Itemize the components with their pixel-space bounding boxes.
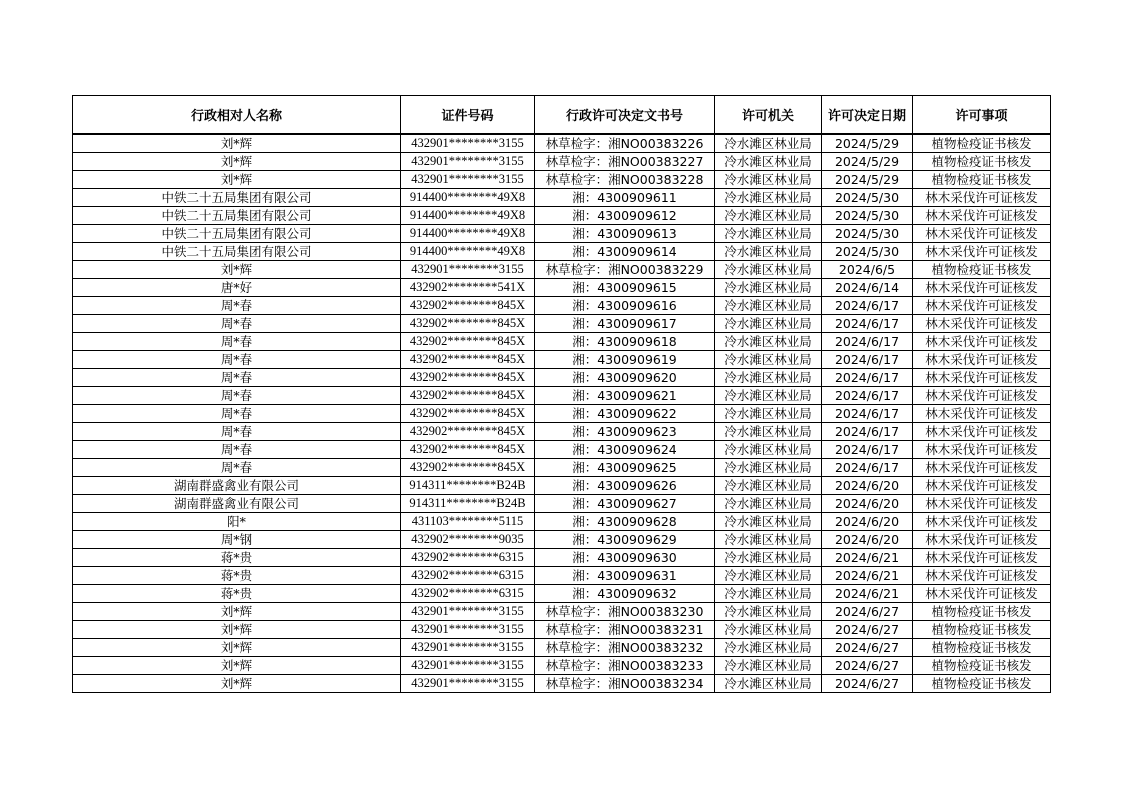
decision-date-cell: 2024/6/20 bbox=[822, 531, 913, 549]
decision-date-cell: 2024/6/17 bbox=[822, 351, 913, 369]
decision-doc-cell: 湘：4300909614 bbox=[535, 243, 715, 261]
table-row bbox=[73, 333, 1051, 351]
decision-doc-cell: 湘：4300909625 bbox=[535, 459, 715, 477]
id-number-cell: 431103********5115 bbox=[401, 513, 535, 531]
decision-doc-cell: 湘：4300909630 bbox=[535, 549, 715, 567]
id-number-cell: 432901********3155 bbox=[401, 153, 535, 171]
permit-item-cell: 林木采伐许可证核发 bbox=[913, 549, 1051, 567]
permit-item-cell: 林木采伐许可证核发 bbox=[913, 279, 1051, 297]
authority-cell: 冷水滩区林业局 bbox=[715, 387, 822, 405]
authority-cell: 冷水滩区林业局 bbox=[715, 513, 822, 531]
party-name-cell: 周*春 bbox=[73, 405, 401, 423]
table-row bbox=[73, 567, 1051, 585]
table-row bbox=[73, 225, 1051, 243]
authority-cell: 冷水滩区林业局 bbox=[715, 531, 822, 549]
authority-cell: 冷水滩区林业局 bbox=[715, 333, 822, 351]
id-number-cell: 432901********3155 bbox=[401, 171, 535, 189]
decision-date-cell: 2024/5/30 bbox=[822, 225, 913, 243]
authority-cell: 冷水滩区林业局 bbox=[715, 603, 822, 621]
authority-cell: 冷水滩区林业局 bbox=[715, 207, 822, 225]
party-name-cell: 刘*辉 bbox=[73, 675, 401, 693]
id-number-cell: 432902********845X bbox=[401, 405, 535, 423]
permit-item-cell: 植物检疫证书核发 bbox=[913, 675, 1051, 693]
decision-doc-cell: 林草检字：湘NO00383229 bbox=[535, 261, 715, 279]
party-name-cell: 周*春 bbox=[73, 387, 401, 405]
permit-item-cell: 林木采伐许可证核发 bbox=[913, 315, 1051, 333]
decision-doc-cell: 湘：4300909622 bbox=[535, 405, 715, 423]
table-row bbox=[73, 639, 1051, 657]
table-row bbox=[73, 405, 1051, 423]
decision-date-cell: 2024/6/5 bbox=[822, 261, 913, 279]
id-number-cell: 432902********6315 bbox=[401, 585, 535, 603]
table-row bbox=[73, 315, 1051, 333]
id-number-cell: 914400********49X8 bbox=[401, 243, 535, 261]
decision-doc-cell: 湘：4300909632 bbox=[535, 585, 715, 603]
party-name-cell: 刘*辉 bbox=[73, 261, 401, 279]
decision-date-cell: 2024/6/27 bbox=[822, 639, 913, 657]
decision-date-cell: 2024/6/17 bbox=[822, 423, 913, 441]
permit-item-cell: 林木采伐许可证核发 bbox=[913, 297, 1051, 315]
decision-date-cell: 2024/6/17 bbox=[822, 405, 913, 423]
decision-doc-cell: 湘：4300909615 bbox=[535, 279, 715, 297]
id-number-cell: 432901********3155 bbox=[401, 675, 535, 693]
decision-doc-cell: 林草检字：湘NO00383233 bbox=[535, 657, 715, 675]
table-row bbox=[73, 261, 1051, 279]
authority-cell: 冷水滩区林业局 bbox=[715, 639, 822, 657]
id-number-cell: 914400********49X8 bbox=[401, 207, 535, 225]
party-name-cell: 阳* bbox=[73, 513, 401, 531]
party-name-cell: 周*春 bbox=[73, 315, 401, 333]
table-row bbox=[73, 675, 1051, 693]
decision-date-cell: 2024/6/14 bbox=[822, 279, 913, 297]
header-decision-doc-number: 行政许可决定文书号 bbox=[535, 96, 715, 135]
decision-date-cell: 2024/5/29 bbox=[822, 171, 913, 189]
id-number-cell: 432901********3155 bbox=[401, 639, 535, 657]
permit-item-cell: 林木采伐许可证核发 bbox=[913, 495, 1051, 513]
id-number-cell: 914400********49X8 bbox=[401, 189, 535, 207]
id-number-cell: 432902********845X bbox=[401, 423, 535, 441]
party-name-cell: 周*春 bbox=[73, 369, 401, 387]
decision-doc-cell: 林草检字：湘NO00383227 bbox=[535, 153, 715, 171]
authority-cell: 冷水滩区林业局 bbox=[715, 189, 822, 207]
permit-item-cell: 植物检疫证书核发 bbox=[913, 621, 1051, 639]
table-row bbox=[73, 621, 1051, 639]
id-number-cell: 432901********3155 bbox=[401, 621, 535, 639]
table-row bbox=[73, 657, 1051, 675]
authority-cell: 冷水滩区林业局 bbox=[715, 441, 822, 459]
table-row bbox=[73, 531, 1051, 549]
authority-cell: 冷水滩区林业局 bbox=[715, 585, 822, 603]
party-name-cell: 蒋*贵 bbox=[73, 567, 401, 585]
decision-doc-cell: 湘：4300909618 bbox=[535, 333, 715, 351]
decision-date-cell: 2024/6/27 bbox=[822, 657, 913, 675]
id-number-cell: 914400********49X8 bbox=[401, 225, 535, 243]
authority-cell: 冷水滩区林业局 bbox=[715, 369, 822, 387]
decision-date-cell: 2024/6/21 bbox=[822, 549, 913, 567]
authority-cell: 冷水滩区林业局 bbox=[715, 567, 822, 585]
party-name-cell: 蒋*贵 bbox=[73, 585, 401, 603]
table-row bbox=[73, 495, 1051, 513]
decision-doc-cell: 湘：4300909631 bbox=[535, 567, 715, 585]
decision-doc-cell: 湘：4300909616 bbox=[535, 297, 715, 315]
header-issuing-authority: 许可机关 bbox=[715, 96, 822, 135]
party-name-cell: 周*春 bbox=[73, 333, 401, 351]
id-number-cell: 432902********6315 bbox=[401, 549, 535, 567]
decision-doc-cell: 湘：4300909621 bbox=[535, 387, 715, 405]
permit-item-cell: 林木采伐许可证核发 bbox=[913, 423, 1051, 441]
decision-doc-cell: 湘：4300909617 bbox=[535, 315, 715, 333]
decision-date-cell: 2024/6/17 bbox=[822, 315, 913, 333]
id-number-cell: 432902********845X bbox=[401, 369, 535, 387]
table-row bbox=[73, 279, 1051, 297]
header-permit-item: 许可事项 bbox=[913, 96, 1051, 135]
table-row bbox=[73, 441, 1051, 459]
permit-item-cell: 林木采伐许可证核发 bbox=[913, 441, 1051, 459]
decision-date-cell: 2024/6/27 bbox=[822, 603, 913, 621]
decision-date-cell: 2024/5/30 bbox=[822, 189, 913, 207]
party-name-cell: 刘*辉 bbox=[73, 657, 401, 675]
header-id-number: 证件号码 bbox=[401, 96, 535, 135]
party-name-cell: 刘*辉 bbox=[73, 153, 401, 171]
permit-item-cell: 植物检疫证书核发 bbox=[913, 153, 1051, 171]
party-name-cell: 周*春 bbox=[73, 297, 401, 315]
id-number-cell: 432902********541X bbox=[401, 279, 535, 297]
permit-item-cell: 植物检疫证书核发 bbox=[913, 603, 1051, 621]
decision-doc-cell: 林草检字：湘NO00383234 bbox=[535, 675, 715, 693]
decision-doc-cell: 湘：4300909626 bbox=[535, 477, 715, 495]
decision-date-cell: 2024/6/17 bbox=[822, 459, 913, 477]
permit-item-cell: 林木采伐许可证核发 bbox=[913, 477, 1051, 495]
table-row bbox=[73, 477, 1051, 495]
table-row bbox=[73, 297, 1051, 315]
permit-item-cell: 林木采伐许可证核发 bbox=[913, 387, 1051, 405]
id-number-cell: 432902********845X bbox=[401, 297, 535, 315]
decision-date-cell: 2024/6/17 bbox=[822, 387, 913, 405]
id-number-cell: 432901********3155 bbox=[401, 657, 535, 675]
decision-date-cell: 2024/6/20 bbox=[822, 495, 913, 513]
authority-cell: 冷水滩区林业局 bbox=[715, 477, 822, 495]
party-name-cell: 刘*辉 bbox=[73, 134, 401, 153]
party-name-cell: 湖南群盛禽业有限公司 bbox=[73, 495, 401, 513]
authority-cell: 冷水滩区林业局 bbox=[715, 297, 822, 315]
id-number-cell: 914311********B24B bbox=[401, 477, 535, 495]
authority-cell: 冷水滩区林业局 bbox=[715, 495, 822, 513]
permit-item-cell: 林木采伐许可证核发 bbox=[913, 513, 1051, 531]
decision-date-cell: 2024/6/27 bbox=[822, 675, 913, 693]
authority-cell: 冷水滩区林业局 bbox=[715, 153, 822, 171]
permit-item-cell: 林木采伐许可证核发 bbox=[913, 531, 1051, 549]
decision-doc-cell: 湘：4300909623 bbox=[535, 423, 715, 441]
header-decision-date: 许可决定日期 bbox=[822, 96, 913, 135]
decision-doc-cell: 湘：4300909613 bbox=[535, 225, 715, 243]
decision-doc-cell: 湘：4300909611 bbox=[535, 189, 715, 207]
authority-cell: 冷水滩区林业局 bbox=[715, 423, 822, 441]
id-number-cell: 432901********3155 bbox=[401, 261, 535, 279]
table-row bbox=[73, 189, 1051, 207]
decision-date-cell: 2024/5/29 bbox=[822, 153, 913, 171]
table-row bbox=[73, 459, 1051, 477]
decision-date-cell: 2024/6/17 bbox=[822, 333, 913, 351]
table-row bbox=[73, 153, 1051, 171]
decision-date-cell: 2024/6/27 bbox=[822, 621, 913, 639]
header-party-name: 行政相对人名称 bbox=[73, 96, 401, 135]
table-row bbox=[73, 585, 1051, 603]
authority-cell: 冷水滩区林业局 bbox=[715, 405, 822, 423]
decision-doc-cell: 湘：4300909628 bbox=[535, 513, 715, 531]
decision-doc-cell: 林草检字：湘NO00383230 bbox=[535, 603, 715, 621]
table-row bbox=[73, 369, 1051, 387]
decision-date-cell: 2024/5/30 bbox=[822, 243, 913, 261]
party-name-cell: 中铁二十五局集团有限公司 bbox=[73, 243, 401, 261]
permit-item-cell: 植物检疫证书核发 bbox=[913, 261, 1051, 279]
decision-doc-cell: 湘：4300909627 bbox=[535, 495, 715, 513]
authority-cell: 冷水滩区林业局 bbox=[715, 225, 822, 243]
party-name-cell: 刘*辉 bbox=[73, 603, 401, 621]
permit-item-cell: 植物检疫证书核发 bbox=[913, 134, 1051, 153]
id-number-cell: 432902********845X bbox=[401, 387, 535, 405]
permit-table bbox=[72, 95, 1051, 693]
party-name-cell: 周*春 bbox=[73, 441, 401, 459]
permit-item-cell: 林木采伐许可证核发 bbox=[913, 243, 1051, 261]
table-row bbox=[73, 171, 1051, 189]
decision-date-cell: 2024/6/17 bbox=[822, 441, 913, 459]
decision-doc-cell: 林草检字：湘NO00383232 bbox=[535, 639, 715, 657]
decision-doc-cell: 林草检字：湘NO00383231 bbox=[535, 621, 715, 639]
permit-item-cell: 林木采伐许可证核发 bbox=[913, 351, 1051, 369]
permit-item-cell: 林木采伐许可证核发 bbox=[913, 585, 1051, 603]
authority-cell: 冷水滩区林业局 bbox=[715, 171, 822, 189]
decision-doc-cell: 林草检字：湘NO00383226 bbox=[535, 134, 715, 153]
id-number-cell: 432902********845X bbox=[401, 315, 535, 333]
permit-item-cell: 林木采伐许可证核发 bbox=[913, 225, 1051, 243]
decision-date-cell: 2024/6/21 bbox=[822, 567, 913, 585]
decision-date-cell: 2024/6/21 bbox=[822, 585, 913, 603]
authority-cell: 冷水滩区林业局 bbox=[715, 261, 822, 279]
authority-cell: 冷水滩区林业局 bbox=[715, 134, 822, 153]
header-row bbox=[73, 96, 1051, 135]
decision-date-cell: 2024/6/17 bbox=[822, 369, 913, 387]
authority-cell: 冷水滩区林业局 bbox=[715, 657, 822, 675]
table-row bbox=[73, 603, 1051, 621]
party-name-cell: 周*春 bbox=[73, 423, 401, 441]
table-row bbox=[73, 549, 1051, 567]
decision-date-cell: 2024/6/20 bbox=[822, 477, 913, 495]
authority-cell: 冷水滩区林业局 bbox=[715, 675, 822, 693]
decision-doc-cell: 湘：4300909619 bbox=[535, 351, 715, 369]
party-name-cell: 周*春 bbox=[73, 459, 401, 477]
authority-cell: 冷水滩区林业局 bbox=[715, 621, 822, 639]
permit-item-cell: 林木采伐许可证核发 bbox=[913, 189, 1051, 207]
permit-item-cell: 植物检疫证书核发 bbox=[913, 657, 1051, 675]
party-name-cell: 周*钢 bbox=[73, 531, 401, 549]
party-name-cell: 中铁二十五局集团有限公司 bbox=[73, 207, 401, 225]
id-number-cell: 432901********3155 bbox=[401, 603, 535, 621]
party-name-cell: 中铁二十五局集团有限公司 bbox=[73, 225, 401, 243]
decision-doc-cell: 湘：4300909624 bbox=[535, 441, 715, 459]
decision-doc-cell: 湘：4300909612 bbox=[535, 207, 715, 225]
table-row bbox=[73, 423, 1051, 441]
decision-date-cell: 2024/5/30 bbox=[822, 207, 913, 225]
permit-item-cell: 林木采伐许可证核发 bbox=[913, 405, 1051, 423]
authority-cell: 冷水滩区林业局 bbox=[715, 459, 822, 477]
permit-item-cell: 植物检疫证书核发 bbox=[913, 171, 1051, 189]
id-number-cell: 432902********9035 bbox=[401, 531, 535, 549]
party-name-cell: 中铁二十五局集团有限公司 bbox=[73, 189, 401, 207]
permit-item-cell: 林木采伐许可证核发 bbox=[913, 459, 1051, 477]
table-body bbox=[73, 134, 1051, 693]
authority-cell: 冷水滩区林业局 bbox=[715, 549, 822, 567]
authority-cell: 冷水滩区林业局 bbox=[715, 351, 822, 369]
table-row bbox=[73, 134, 1051, 153]
id-number-cell: 432902********845X bbox=[401, 459, 535, 477]
decision-date-cell: 2024/6/20 bbox=[822, 513, 913, 531]
decision-date-cell: 2024/6/17 bbox=[822, 297, 913, 315]
id-number-cell: 432902********845X bbox=[401, 333, 535, 351]
party-name-cell: 周*春 bbox=[73, 351, 401, 369]
table-row bbox=[73, 243, 1051, 261]
party-name-cell: 刘*辉 bbox=[73, 171, 401, 189]
decision-doc-cell: 湘：4300909629 bbox=[535, 531, 715, 549]
table-row bbox=[73, 207, 1051, 225]
party-name-cell: 蒋*贵 bbox=[73, 549, 401, 567]
authority-cell: 冷水滩区林业局 bbox=[715, 315, 822, 333]
decision-doc-cell: 湘：4300909620 bbox=[535, 369, 715, 387]
permit-item-cell: 林木采伐许可证核发 bbox=[913, 207, 1051, 225]
id-number-cell: 432902********845X bbox=[401, 351, 535, 369]
id-number-cell: 432902********6315 bbox=[401, 567, 535, 585]
table-row bbox=[73, 387, 1051, 405]
party-name-cell: 刘*辉 bbox=[73, 621, 401, 639]
id-number-cell: 432901********3155 bbox=[401, 134, 535, 153]
authority-cell: 冷水滩区林业局 bbox=[715, 243, 822, 261]
party-name-cell: 湖南群盛禽业有限公司 bbox=[73, 477, 401, 495]
permit-item-cell: 林木采伐许可证核发 bbox=[913, 567, 1051, 585]
decision-date-cell: 2024/5/29 bbox=[822, 134, 913, 153]
permit-item-cell: 林木采伐许可证核发 bbox=[913, 333, 1051, 351]
permit-item-cell: 植物检疫证书核发 bbox=[913, 639, 1051, 657]
table-row bbox=[73, 513, 1051, 531]
party-name-cell: 唐*好 bbox=[73, 279, 401, 297]
id-number-cell: 432902********845X bbox=[401, 441, 535, 459]
permit-item-cell: 林木采伐许可证核发 bbox=[913, 369, 1051, 387]
table-row bbox=[73, 351, 1051, 369]
authority-cell: 冷水滩区林业局 bbox=[715, 279, 822, 297]
id-number-cell: 914311********B24B bbox=[401, 495, 535, 513]
table-header bbox=[73, 96, 1051, 135]
decision-doc-cell: 林草检字：湘NO00383228 bbox=[535, 171, 715, 189]
party-name-cell: 刘*辉 bbox=[73, 639, 401, 657]
